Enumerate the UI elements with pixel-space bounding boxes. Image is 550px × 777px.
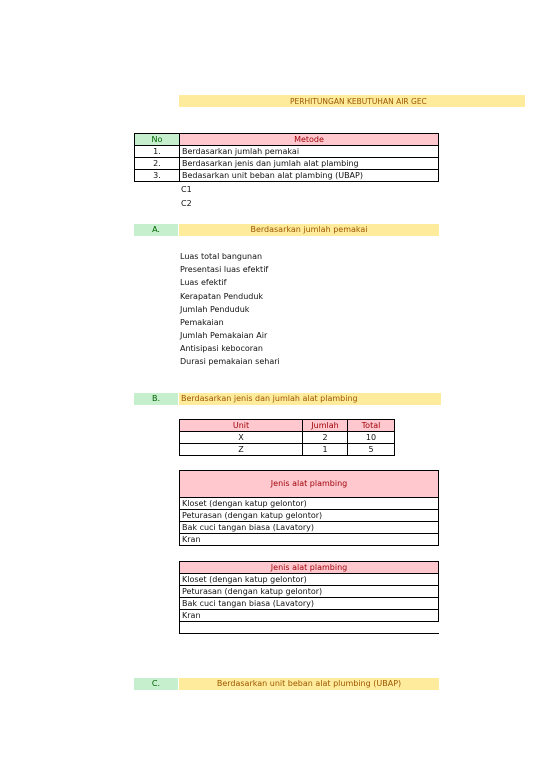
table-row [180,574,439,586]
unit-cell: X [180,432,303,444]
methods-header-no: No [135,134,180,146]
fixture-header: Jenis alat plambing [180,471,439,498]
method-name: Berdasarkan jenis dan jumlah alat plambing [180,158,439,170]
page-title: PERHITUNGAN KEBUTUHAN AIR GEC [290,97,427,106]
total-header: Total [348,420,395,432]
fixture-cell: Peturasan (dengan katup gelontor) [180,586,439,598]
fixture-table-2 [179,561,439,634]
method-no: 3. [135,170,180,182]
table-row [180,510,439,522]
method-name: Bedasarkan unit beban alat plambing (UBAP) [180,170,439,182]
table-row [135,158,439,170]
fixture-cell: Bak cuci tangan biasa (Lavatory) [180,522,439,534]
table-row [180,498,439,510]
fixture-cell: Kran [180,534,439,546]
total-cell: 5 [348,444,395,456]
c1-label: C1 [181,185,192,194]
fixture-header: Jenis alat plambing [180,562,439,574]
list-item: Pemakaian [180,318,224,327]
jumlah-header: Jumlah [303,420,348,432]
fixture-cell: Kloset (dengan katup gelontor) [180,574,439,586]
fixture-cell: Kloset (dengan katup gelontor) [180,498,439,510]
section-a-heading: Berdasarkan jumlah pemakai [179,224,439,236]
list-item: Luas efektif [180,278,227,287]
methods-table [134,133,439,182]
table-row [180,610,439,622]
method-no: 1. [135,146,180,158]
table-row [135,170,439,182]
table-row [180,622,439,634]
table-row [180,444,395,456]
method-name: Berdasarkan jumlah pemakai [180,146,439,158]
table-row [180,586,439,598]
c2-label: C2 [181,199,192,208]
table-row [180,432,395,444]
total-cell: 10 [348,432,395,444]
table-row [180,598,439,610]
section-c-heading: Berdasarkan unit beban alat plumbing (UBAP) [179,678,439,690]
section-a-letter: A. [134,224,178,236]
table-row [180,522,439,534]
table-row [135,146,439,158]
section-c-letter: C. [134,678,178,690]
list-item: Durasi pemakaian sehari [180,357,280,366]
jumlah-cell: 1 [303,444,348,456]
list-item: Kerapatan Penduduk [180,292,264,301]
section-b-letter: B. [134,393,178,405]
fixture-cell [180,622,439,634]
fixture-cell: Kran [180,610,439,622]
fixture-cell: Peturasan (dengan katup gelontor) [180,510,439,522]
jumlah-cell: 2 [303,432,348,444]
fixture-table-1 [179,470,439,546]
list-item: Antisipasi kebocoran [180,344,264,353]
unit-cell: Z [180,444,303,456]
unit-table [179,419,395,456]
fixture-cell: Bak cuci tangan biasa (Lavatory) [180,598,439,610]
list-item: Jumlah Pemakaian Air [180,331,268,340]
section-b-heading: Berdasarkan jenis dan jumlah alat plambing [179,393,441,405]
unit-header: Unit [180,420,303,432]
methods-header-metode: Metode [180,134,439,146]
list-item: Luas total bangunan [180,252,263,261]
list-item: Jumlah Penduduk [180,305,250,314]
list-item: Presentasi luas efektif [180,265,269,274]
method-no: 2. [135,158,180,170]
table-row [180,534,439,546]
